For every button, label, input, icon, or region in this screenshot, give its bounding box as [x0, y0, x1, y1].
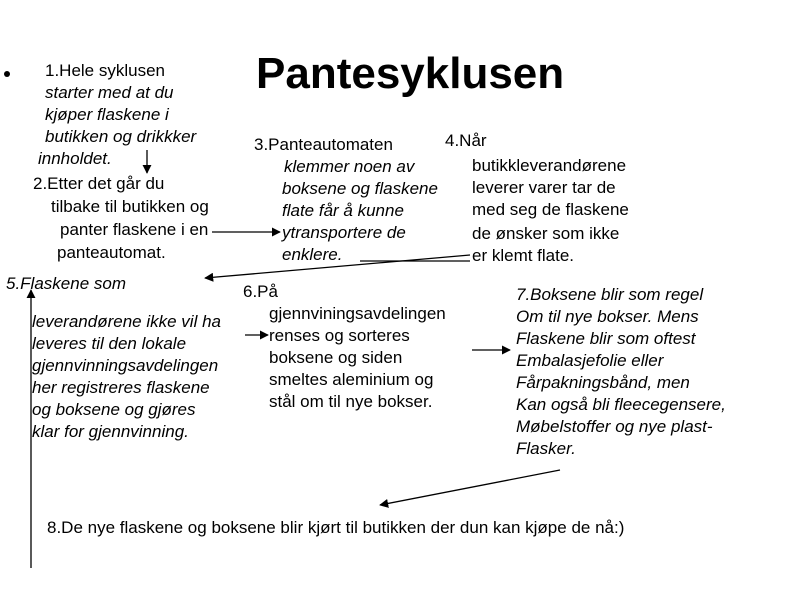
step-6-line-3: renses og sorteres: [269, 326, 410, 345]
step-7-line-4: Embalasjefolie eller: [516, 351, 664, 370]
step-3-line-3: boksene og flaskene: [282, 179, 438, 198]
step-1-line-1: 1.Hele syklusen: [45, 61, 166, 80]
step-6-line-2: gjennviningsavdelingen: [269, 304, 446, 323]
step-6-line-4: boksene og siden: [269, 348, 403, 367]
step-5-line-3: leveres til den lokale: [32, 334, 187, 353]
step-5-line-2: leverandørene ikke vil ha: [32, 312, 221, 331]
step-7-line-2: Om til nye bokser. Mens: [516, 307, 699, 326]
step-8-line-1: 8.De nye flaskene og boksene blir kjørt til butikken der dun kan kjøpe de nå:): [47, 518, 625, 537]
step-4-line-3: leverer varer tar de: [472, 178, 616, 197]
step-4-line-1: 4.Når: [445, 131, 487, 150]
step-7-line-3: Flaskene blir som oftest: [516, 329, 696, 348]
step-3-line-1: 3.Panteautomaten: [254, 135, 393, 154]
step-7-line-8: Flasker.: [516, 439, 576, 458]
step-3-line-2: klemmer noen av: [284, 157, 415, 176]
arrow-step4-to-step5: [205, 255, 470, 278]
step-5-line-7: klar for gjennvinning.: [32, 422, 189, 441]
step-7-line-1: 7.Boksene blir som regel: [516, 285, 704, 304]
step-2-line-2: tilbake til butikken og: [51, 197, 209, 216]
step-3-line-5: ytransportere de: [282, 223, 406, 242]
step-3-line-4: flate får å kunne: [282, 201, 404, 220]
step-7-line-5: Fårpakningsbånd, men: [516, 373, 690, 392]
step-3-line-6: enklere.: [282, 245, 343, 264]
step-1-line-5: innholdet.: [38, 149, 112, 168]
step-7-line-6: Kan også bli fleecegensere,: [516, 395, 726, 414]
step-2-line-1: 2.Etter det går du: [33, 174, 165, 193]
arrow-step7-to-step8: [380, 470, 560, 505]
step-6-line-1: 6.På: [243, 282, 278, 301]
step-6-line-6: stål om til nye bokser.: [269, 392, 433, 411]
step-2-line-3: panter flaskene i en: [60, 220, 209, 239]
step-1-line-4: butikken og drikkker: [45, 127, 197, 146]
step-5-line-5: her registreres flaskene: [32, 378, 210, 397]
step-4-line-4: med seg de flaskene: [472, 200, 629, 219]
step-7-line-7: Møbelstoffer og nye plast-: [516, 417, 713, 436]
step-5-line-1: 5.Flaskene som: [6, 274, 126, 293]
step-6-line-5: smeltes aleminium og: [269, 370, 434, 389]
step-4-line-2: butikkleverandørene: [472, 156, 627, 175]
page-title: Pantesyklusen: [256, 49, 565, 98]
step-2-line-4: panteautomat.: [57, 243, 166, 262]
step-5-line-6: og boksene og gjøres: [32, 400, 196, 419]
step-5-line-4: gjennvinningsavdelingen: [32, 356, 219, 375]
step-4-line-5: de ønsker som ikke: [472, 224, 620, 243]
step-1-line-2: starter med at du: [45, 83, 174, 102]
step-1-line-3: kjøper flaskene i: [45, 105, 169, 124]
step-4-line-6: er klemt flate.: [472, 246, 575, 265]
